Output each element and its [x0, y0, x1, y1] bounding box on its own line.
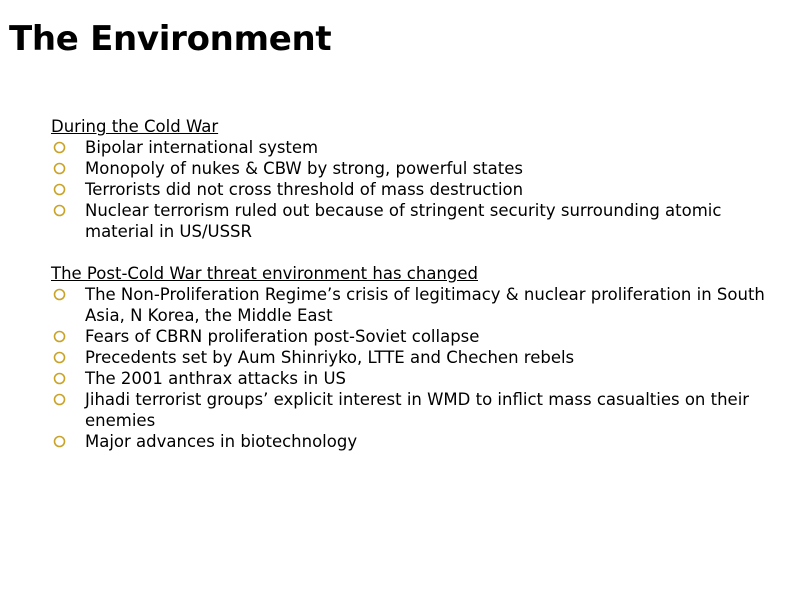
list-item-text: Fears of CBRN proliferation post-Soviet collapse: [85, 327, 480, 346]
ring-bullet-icon: [53, 330, 66, 343]
list-item: [51, 158, 781, 179]
bullet-list-post-cold-war: [51, 284, 781, 452]
bullet-list-cold-war: [51, 137, 781, 242]
list-item-text: Bipolar international system: [85, 138, 319, 157]
ring-bullet-icon: [53, 372, 66, 385]
slide-body: [51, 116, 781, 452]
list-item-text: Terrorists did not cross threshold of mass destruction: [85, 180, 524, 199]
list-item: [51, 179, 781, 200]
list-item: [51, 389, 781, 431]
list-item-text: Major advances in biotechnology: [85, 432, 358, 451]
list-item-text: The 2001 anthrax attacks in US: [85, 369, 347, 388]
list-item: [51, 326, 781, 347]
section-heading-cold-war: During the Cold War: [51, 117, 219, 136]
ring-bullet-icon: [53, 183, 66, 196]
ring-bullet-icon: [53, 435, 66, 448]
ring-bullet-icon: [53, 162, 66, 175]
list-item: [51, 200, 781, 242]
ring-bullet-icon: [53, 141, 66, 154]
list-item: [51, 137, 781, 158]
ring-bullet-icon: [53, 204, 66, 217]
list-item-text: Precedents set by Aum Shinriyko, LTTE and Chechen rebels: [85, 348, 575, 367]
list-item: [51, 368, 781, 389]
ring-bullet-icon: [53, 288, 66, 301]
ring-bullet-icon: [53, 393, 66, 406]
list-item-text: The Non-Proliferation Regime’s crisis of legitimacy & nuclear proliferation in South Asia, N Korea, the Middle East: [85, 285, 765, 325]
list-item-text: Jihadi terrorist groups’ explicit interest in WMD to inflict mass casualties on their enemies: [85, 390, 750, 430]
ring-bullet-icon: [53, 351, 66, 364]
list-item-text: Nuclear terrorism ruled out because of stringent security surrounding atomic material in US/USSR: [85, 201, 722, 241]
list-item: [51, 284, 781, 326]
section-heading-post-cold-war: The Post-Cold War threat environment has changed: [51, 264, 478, 283]
list-item: [51, 431, 781, 452]
list-item-text: Monopoly of nukes & CBW by strong, powerful states: [85, 159, 523, 178]
list-item: [51, 347, 781, 368]
page-title: The Environment: [9, 19, 332, 59]
section-spacer: [51, 242, 781, 263]
